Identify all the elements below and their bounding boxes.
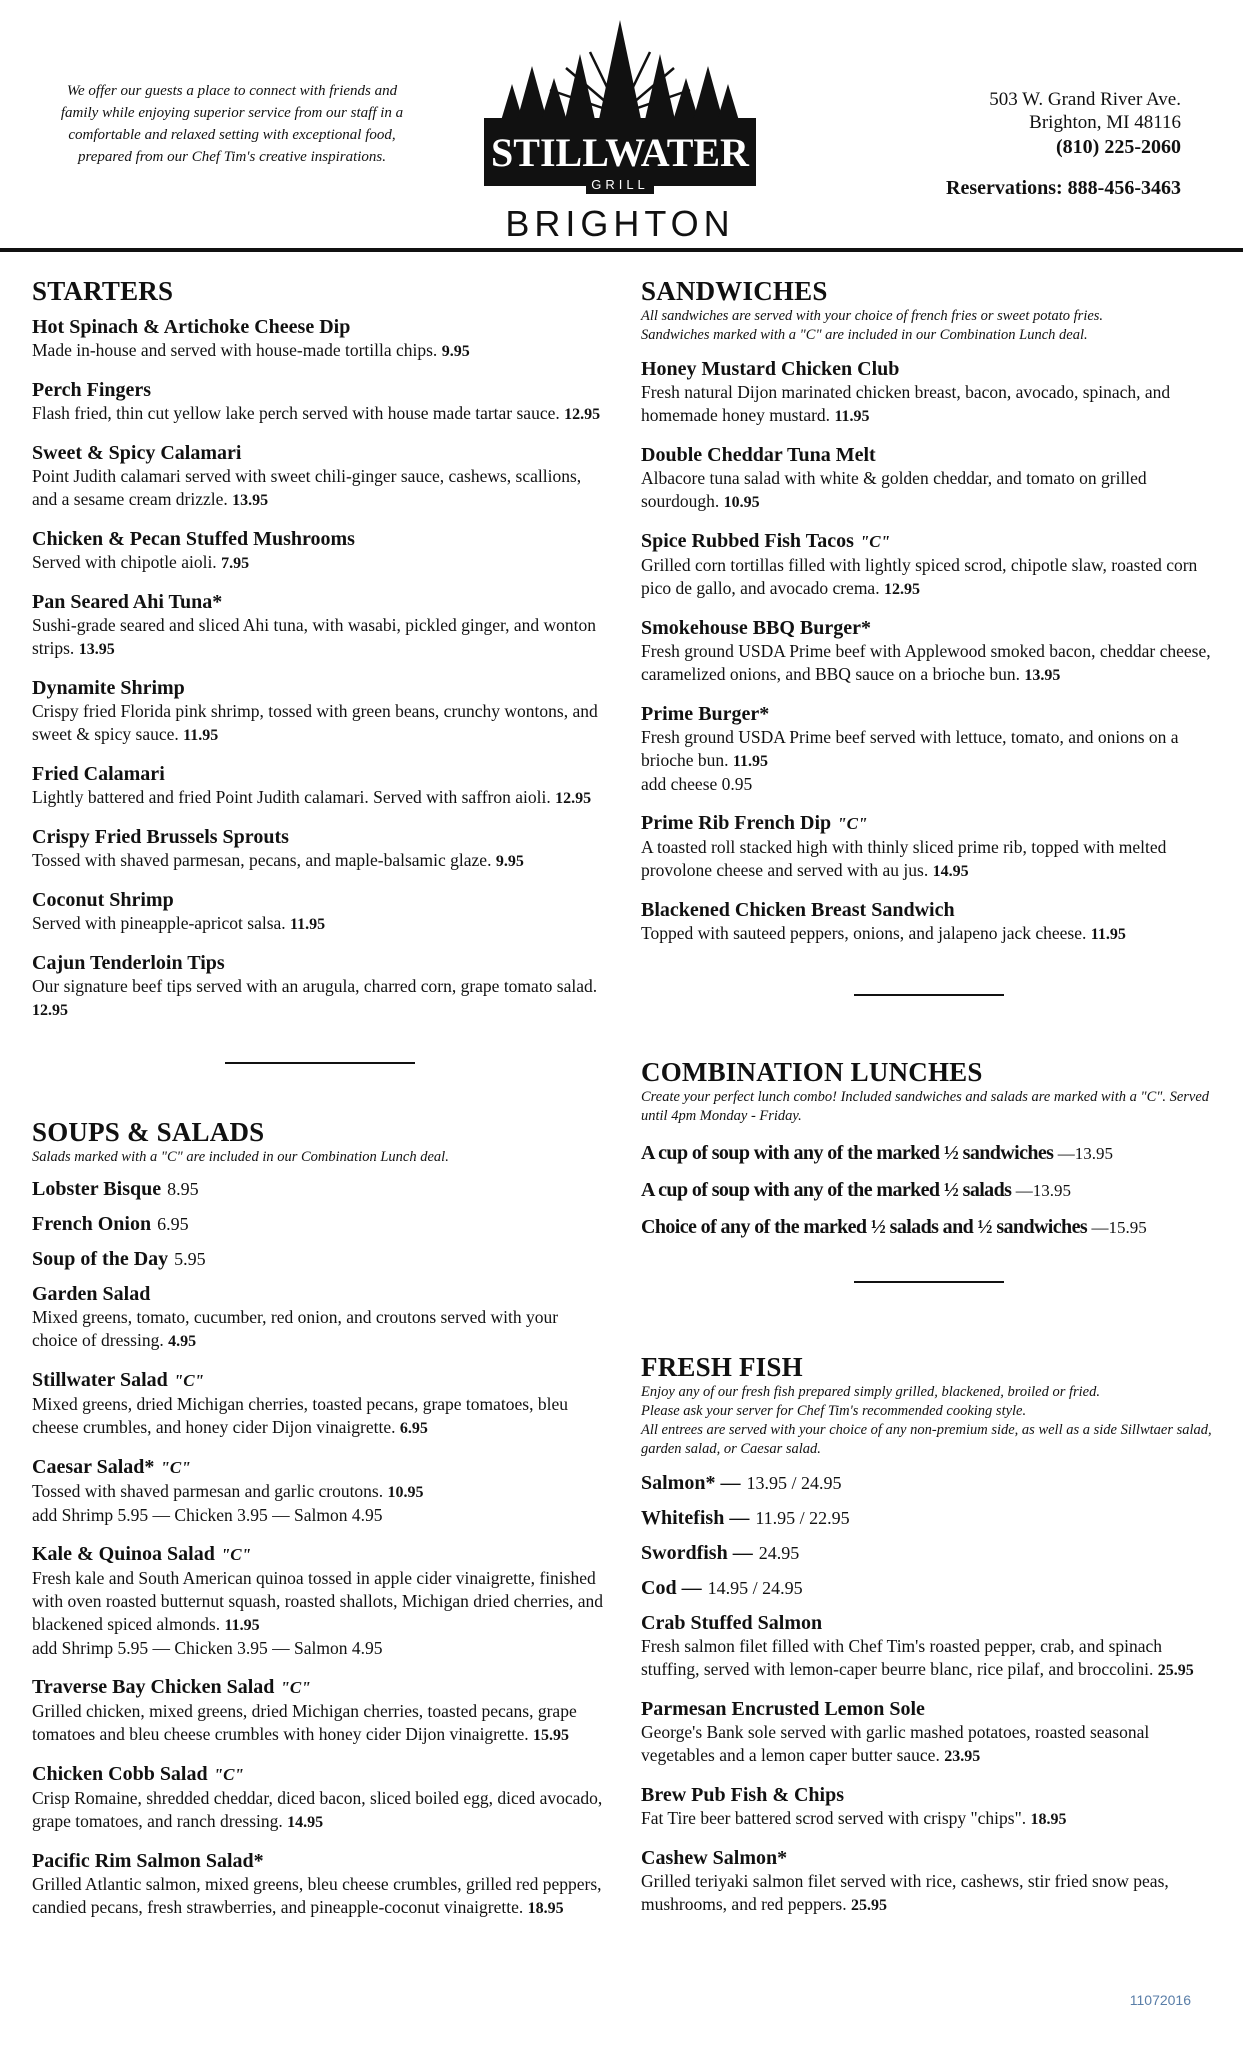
item-description (32, 1787, 607, 1834)
item-name (32, 1675, 607, 1700)
item-description (32, 1306, 607, 1353)
item-price: 11.95 (224, 1617, 260, 1634)
item-title: Dynamite Shrimp (32, 677, 185, 699)
item-desc-text: Fresh natural Dijon marinated chicken breast, bacon, avocado, spinach, and homemade honey mustard. (641, 382, 1171, 425)
item-price: 6.95 (399, 1420, 428, 1437)
section-divider (854, 994, 1004, 996)
item-name (32, 888, 607, 912)
item-desc-text: Flash fried, thin cut yellow lake perch served with house made tartar sauce. (32, 403, 560, 423)
item-price: 11.95 (1090, 926, 1126, 943)
item-price: 11.95 (834, 408, 870, 425)
item-desc-text: Mixed greens, tomato, cucumber, red onion, and croutons served with your choice of dressing. (32, 1307, 559, 1350)
item-price: 14.95 (932, 863, 969, 880)
item-name (32, 1368, 607, 1393)
sandwiches-list (641, 357, 1216, 946)
item-price: 13.95 (78, 641, 115, 658)
item-name (641, 1846, 1216, 1870)
item-name (32, 1455, 607, 1480)
item-description (641, 1635, 1216, 1682)
item-name (32, 1849, 607, 1873)
item-desc-text: George's Bank sole served with garlic mashed potatoes, roasted seasonal vegetables and a lemon caper butter sauce. (641, 1722, 1150, 1765)
item-name (641, 1697, 1216, 1721)
item-price: 25.95 (850, 1897, 887, 1914)
item-title: Pacific Rim Salmon Salad* (32, 1850, 264, 1872)
fish-price-list (641, 1471, 1216, 1600)
item-price: 12.95 (32, 1002, 68, 1019)
reservations-line: Reservations: 888-456-3463 (946, 177, 1181, 199)
item-title: Pan Seared Ahi Tuna* (32, 591, 223, 613)
item-desc-text: Fresh salmon filet filled with Chef Tim's roasted pepper, crab, and spinach stuffing, served with lemon-caper beurre blanc, rice pilaf, and broccolini. (641, 1636, 1163, 1679)
item-description (641, 836, 1216, 883)
item-desc-text: Grilled teriyaki salmon filet served with rice, cashews, stir fried snow peas, mushrooms, and red peppers. (641, 1871, 1169, 1914)
menu-item (641, 702, 1216, 796)
item-name (32, 1762, 607, 1787)
item-title: French Onion (32, 1213, 152, 1235)
item-title: Garden Salad (32, 1283, 151, 1305)
menu-item (32, 1212, 607, 1236)
restaurant-tagline: We offer our guests a place to connect with friends and family while enjoying superior service from our staff in a comfortable and relaxed setting with exceptional food, prepared from our Chef Tim's creative inspirations. (60, 83, 404, 165)
phone-number: (810) 225-2060 (1056, 136, 1181, 158)
item-title: Prime Rib French Dip (641, 812, 832, 834)
item-name (32, 951, 607, 975)
item-description (32, 1873, 607, 1920)
menu-item (32, 676, 607, 747)
item-price: 6.95 (157, 1214, 189, 1234)
item-desc-text: Sushi-grade seared and sliced Ahi tuna, with wasabi, pickled ginger, and wonton strips. (32, 615, 597, 658)
address-line-1: 503 W. Grand River Ave. (989, 89, 1181, 110)
item-desc-text: Made in-house and served with house-made tortilla chips. (32, 340, 438, 360)
menu-item (641, 1611, 1216, 1682)
item-price: 25.95 (1157, 1662, 1194, 1679)
menu-header (0, 0, 1243, 250)
item-desc-text: Fresh ground USDA Prime beef with Applewood smoked bacon, cheddar cheese, caramelized onions, and BBQ sauce on a brioche bun. (641, 641, 1211, 684)
item-name (32, 441, 607, 465)
item-desc-text: Grilled corn tortillas filled with lightly spiced scrod, chipotle slaw, roasted corn pico de gallo, and avocado crema. (641, 555, 1198, 598)
menu-item (32, 590, 607, 661)
item-title: Chicken & Pecan Stuffed Mushrooms (32, 528, 355, 550)
item-price: 14.95 / 24.95 (707, 1578, 803, 1598)
item-price: 23.95 (944, 1748, 981, 1765)
menu-item (32, 1177, 607, 1201)
fresh-fish-section (641, 1351, 1216, 1917)
combo-price: —13.95 (1057, 1144, 1113, 1163)
item-title: Double Cheddar Tuna Melt (641, 444, 876, 466)
sandwiches-section (641, 275, 1216, 946)
item-price: 13.95 (232, 492, 269, 509)
item-name (641, 616, 1216, 640)
item-name (32, 1282, 607, 1306)
item-price: 4.95 (168, 1333, 197, 1350)
item-title: Honey Mustard Chicken Club (641, 358, 900, 380)
item-title: Caesar Salad* (32, 1456, 155, 1478)
combo-marker: "C" (160, 1458, 191, 1477)
logo-graphic (480, 14, 760, 244)
menu-item (32, 527, 607, 575)
address-line-2: Brighton, MI 48116 (1029, 112, 1181, 133)
item-name (641, 811, 1216, 836)
menu-item (641, 357, 1216, 428)
item-title: Brew Pub Fish & Chips (641, 1784, 845, 1806)
item-description (641, 381, 1216, 428)
item-price: 12.95 (555, 790, 592, 807)
logo-sub: GRILL (591, 177, 649, 192)
section-note-1: Enjoy any of our fresh fish prepared simply grilled, blackened, broiled or fried. (641, 1384, 1100, 1400)
item-desc-text: Point Judith calamari served with sweet chili-ginger sauce, cashews, scallions, and a sesame cream drizzle. (32, 466, 582, 509)
menu-item (32, 1282, 607, 1353)
item-desc-text: Served with pineapple-apricot salsa. (32, 913, 286, 933)
starters-section (32, 275, 607, 1022)
section-title: COMBINATION LUNCHES (641, 1057, 983, 1087)
section-title: STARTERS (32, 276, 174, 306)
menu-item (32, 1542, 607, 1660)
item-desc-text: Tossed with shaved parmesan, pecans, and maple-balsamic glaze. (32, 850, 492, 870)
item-price: 11.95 (290, 916, 326, 933)
item-description (32, 849, 607, 873)
item-description (32, 551, 607, 575)
item-description (641, 554, 1216, 601)
combo-option (641, 1214, 1216, 1241)
item-description (32, 700, 607, 747)
item-description (641, 640, 1216, 687)
menu-item (641, 443, 1216, 514)
item-title: Crispy Fried Brussels Sprouts (32, 826, 289, 848)
menu-item (32, 378, 607, 426)
combination-section (641, 1056, 1216, 1241)
item-description (32, 975, 607, 1022)
menu-item (32, 762, 607, 810)
item-title: Cod — (641, 1577, 702, 1599)
combo-marker: "C" (173, 1371, 204, 1390)
item-price: 9.95 (495, 853, 524, 870)
combo-marker: "C" (213, 1765, 244, 1784)
item-name (641, 357, 1216, 381)
item-description (32, 1700, 607, 1747)
item-name (32, 315, 607, 339)
menu-item (32, 825, 607, 873)
section-note-3: All entrees are served with your choice of any non-premium side, as well as a side Sillwtaer salad, garden salad, or Caesar salad. (641, 1422, 1212, 1457)
item-desc-text: Fat Tire beer battered scrod served with crispy "chips". (641, 1808, 1027, 1828)
item-title: Crab Stuffed Salmon (641, 1612, 823, 1634)
item-name (641, 898, 1216, 922)
menu-item (32, 1849, 607, 1920)
item-price: 11.95 (732, 753, 768, 770)
combo-marker: "C" (859, 532, 891, 551)
combo-marker: "C" (837, 814, 868, 833)
item-title: Cashew Salmon* (641, 1847, 788, 1869)
section-title: SANDWICHES (641, 276, 828, 306)
item-title: Perch Fingers (32, 379, 152, 401)
item-price: 5.95 (174, 1249, 206, 1269)
item-title: Spice Rubbed Fish Tacos (641, 530, 854, 552)
item-desc-text: A toasted roll stacked high with thinly sliced prime rib, topped with melted provolone cheese and served with au jus. (641, 837, 1167, 880)
section-note-2: Please ask your server for Chef Tim's recommended cooking style. (641, 1403, 1027, 1419)
item-description (32, 614, 607, 661)
item-desc-text: Mixed greens, dried Michigan cherries, toasted pecans, grape tomatoes, bleu cheese crumbles, and honey cider Dijon vinaigrette. (32, 1394, 568, 1437)
item-price: 14.95 (287, 1814, 324, 1831)
menu-item (641, 529, 1216, 601)
item-price: 11.95 / 22.95 (755, 1508, 850, 1528)
item-title: Coconut Shrimp (32, 889, 174, 911)
item-name (641, 1611, 1216, 1635)
menu-item (641, 1783, 1216, 1831)
menu-item (32, 1675, 607, 1747)
menu-item (641, 1576, 1216, 1600)
item-description (32, 402, 607, 426)
fish-entrees-list (641, 1611, 1216, 1917)
item-price: 12.95 (564, 406, 601, 423)
section-divider (854, 1281, 1004, 1283)
item-desc-text: Fresh kale and South American quinoa tossed in apple cider vinaigrette, finished with oven roasted butternut squash, roasted shallots, Michigan dried cherries, and blackened spiced almonds. (32, 1568, 604, 1634)
item-description (641, 1807, 1216, 1831)
combo-option (641, 1177, 1216, 1204)
item-desc-text: Our signature beef tips served with an arugula, charred corn, grape tomato salad. (32, 976, 598, 996)
item-price: 13.95 (1024, 667, 1061, 684)
item-price: 9.95 (441, 343, 470, 360)
item-desc-text: Served with chipotle aioli. (32, 552, 217, 572)
menu-item (32, 315, 607, 363)
item-price: 15.95 (533, 1727, 570, 1744)
item-name (641, 702, 1216, 726)
item-name (641, 1783, 1216, 1807)
menu-item (32, 441, 607, 512)
logo-name: STILLWATER (491, 130, 749, 175)
item-title: Swordfish — (641, 1542, 753, 1564)
item-title: Chicken Cobb Salad (32, 1763, 208, 1785)
item-desc-text: Fresh ground USDA Prime beef served with lettuce, tomato, and onions on a brioche bun. (641, 727, 1179, 770)
item-desc-text: Grilled chicken, mixed greens, dried Michigan cherries, toasted pecans, grape tomatoes and bleu cheese crumbles with honey cider Dijon vinaigrette. (32, 1701, 577, 1744)
item-description (32, 786, 607, 810)
item-title: Stillwater Salad (32, 1369, 168, 1391)
menu-item (32, 1368, 607, 1440)
starters-list (32, 315, 607, 1022)
header-divider (0, 248, 1243, 252)
menu-item (32, 1247, 607, 1271)
location-name: BRIGHTON (505, 203, 735, 244)
item-desc-text: Grilled Atlantic salmon, mixed greens, bleu cheese crumbles, grilled red peppers, candied pecans, fresh strawberries, and pineapple-coconut vinaigrette. (32, 1874, 602, 1917)
menu-version-code: 11072016 (1129, 1992, 1191, 2008)
section-note-1: All sandwiches are served with your choice of french fries or sweet potato fries. (641, 308, 1104, 324)
combo-list (641, 1140, 1216, 1241)
menu-item (641, 1541, 1216, 1565)
item-desc-text: Topped with sauteed peppers, onions, and jalapeno jack cheese. (641, 923, 1087, 943)
item-desc-text: Albacore tuna salad with white & golden cheddar, and tomato on grilled sourdough. (641, 468, 1147, 511)
menu-item (641, 1506, 1216, 1530)
menu-item (641, 1697, 1216, 1768)
item-title: Kale & Quinoa Salad (32, 1543, 215, 1565)
item-title: Fried Calamari (32, 763, 165, 785)
section-note: Create your perfect lunch combo! Included sandwiches and salads are marked with a "C". Served until 4pm Monday - Friday. (641, 1089, 1210, 1124)
combo-marker: "C" (220, 1545, 252, 1564)
salads-list (32, 1282, 607, 1920)
item-price: 8.95 (167, 1179, 199, 1199)
menu-item (641, 898, 1216, 946)
right-column (641, 275, 1216, 1932)
item-title: Sweet & Spicy Calamari (32, 442, 242, 464)
menu-item (32, 888, 607, 936)
item-name (32, 590, 607, 614)
item-name (32, 527, 607, 551)
item-description (32, 1567, 607, 1637)
item-name (641, 443, 1216, 467)
item-addon: add Shrimp 5.95 — Chicken 3.95 — Salmon 4.95 (32, 1505, 383, 1525)
section-note: Salads marked with a "C" are included in our Combination Lunch deal. (32, 1149, 449, 1165)
item-title: Traverse Bay Chicken Salad (32, 1676, 275, 1698)
item-description (32, 912, 607, 936)
item-name (32, 676, 607, 700)
menu-item (32, 1762, 607, 1834)
menu-item (32, 1455, 607, 1527)
item-price: 13.95 / 24.95 (746, 1473, 842, 1493)
menu-item (641, 616, 1216, 687)
item-price: 12.95 (883, 581, 920, 598)
item-name (32, 762, 607, 786)
combo-price: —13.95 (1015, 1181, 1071, 1200)
menu-item (641, 811, 1216, 883)
restaurant-logo (480, 14, 760, 244)
item-price: 24.95 (758, 1543, 800, 1563)
item-name (32, 1542, 607, 1567)
section-title: FRESH FISH (641, 1352, 803, 1382)
item-desc-text: Crisp Romaine, shredded cheddar, diced bacon, sliced boiled egg, diced avocado, grape tomatoes, and ranch dressing. (32, 1788, 603, 1831)
item-addon: add cheese 0.95 (641, 774, 753, 794)
item-desc-text: Tossed with shaved parmesan and garlic croutons. (32, 1481, 384, 1501)
combo-price: —15.95 (1091, 1218, 1147, 1237)
item-title: Smokehouse BBQ Burger* (641, 617, 872, 639)
item-price: 18.95 (1030, 1811, 1067, 1828)
item-title: Cajun Tenderloin Tips (32, 952, 225, 974)
item-description (641, 1870, 1216, 1917)
item-name (32, 825, 607, 849)
combo-marker: "C" (280, 1678, 311, 1697)
item-description (32, 465, 607, 512)
item-description (641, 467, 1216, 514)
item-description (32, 1480, 607, 1504)
item-description (32, 339, 607, 363)
soups-list (32, 1177, 607, 1271)
item-title: Blackened Chicken Breast Sandwich (641, 899, 955, 921)
menu-item (641, 1846, 1216, 1917)
item-addon: add Shrimp 5.95 — Chicken 3.95 — Salmon 4.95 (32, 1638, 383, 1658)
item-price: 10.95 (723, 494, 760, 511)
item-price: 7.95 (221, 555, 250, 572)
item-title: Whitefish — (641, 1507, 750, 1529)
item-title: Lobster Bisque (32, 1178, 162, 1200)
menu-item (32, 951, 607, 1022)
item-description (641, 726, 1216, 773)
item-title: Parmesan Encrusted Lemon Sole (641, 1698, 925, 1720)
item-description (32, 1393, 607, 1440)
item-title: Soup of the Day (32, 1248, 169, 1270)
contact-block (946, 88, 1181, 200)
section-title: SOUPS & SALADS (32, 1117, 265, 1147)
item-price: 10.95 (387, 1484, 424, 1501)
combo-text: A cup of soup with any of the marked ½ salads (641, 1179, 1012, 1201)
section-divider (225, 1062, 415, 1064)
item-name (32, 378, 607, 402)
item-title: Prime Burger* (641, 703, 770, 725)
item-title: Salmon* — (641, 1472, 741, 1494)
item-price: 18.95 (527, 1900, 564, 1917)
item-desc-text: Crispy fried Florida pink shrimp, tossed with green beans, crunchy wontons, and sweet & spicy sauce. (32, 701, 598, 744)
item-description (641, 922, 1216, 946)
combo-option (641, 1140, 1216, 1167)
combo-text: Choice of any of the marked ½ salads and ½ sandwiches (641, 1216, 1088, 1238)
item-title: Hot Spinach & Artichoke Cheese Dip (32, 316, 351, 338)
item-desc-text: Lightly battered and fried Point Judith calamari. Served with saffron aioli. (32, 787, 551, 807)
section-note-2: Sandwiches marked with a "C" are included in our Combination Lunch deal. (641, 327, 1088, 343)
item-description (641, 1721, 1216, 1768)
item-price: 11.95 (183, 727, 219, 744)
soups-salads-section (32, 1116, 607, 1920)
left-column (32, 275, 607, 1935)
item-name (641, 529, 1216, 554)
combo-text: A cup of soup with any of the marked ½ sandwiches (641, 1142, 1054, 1164)
menu-item (641, 1471, 1216, 1495)
